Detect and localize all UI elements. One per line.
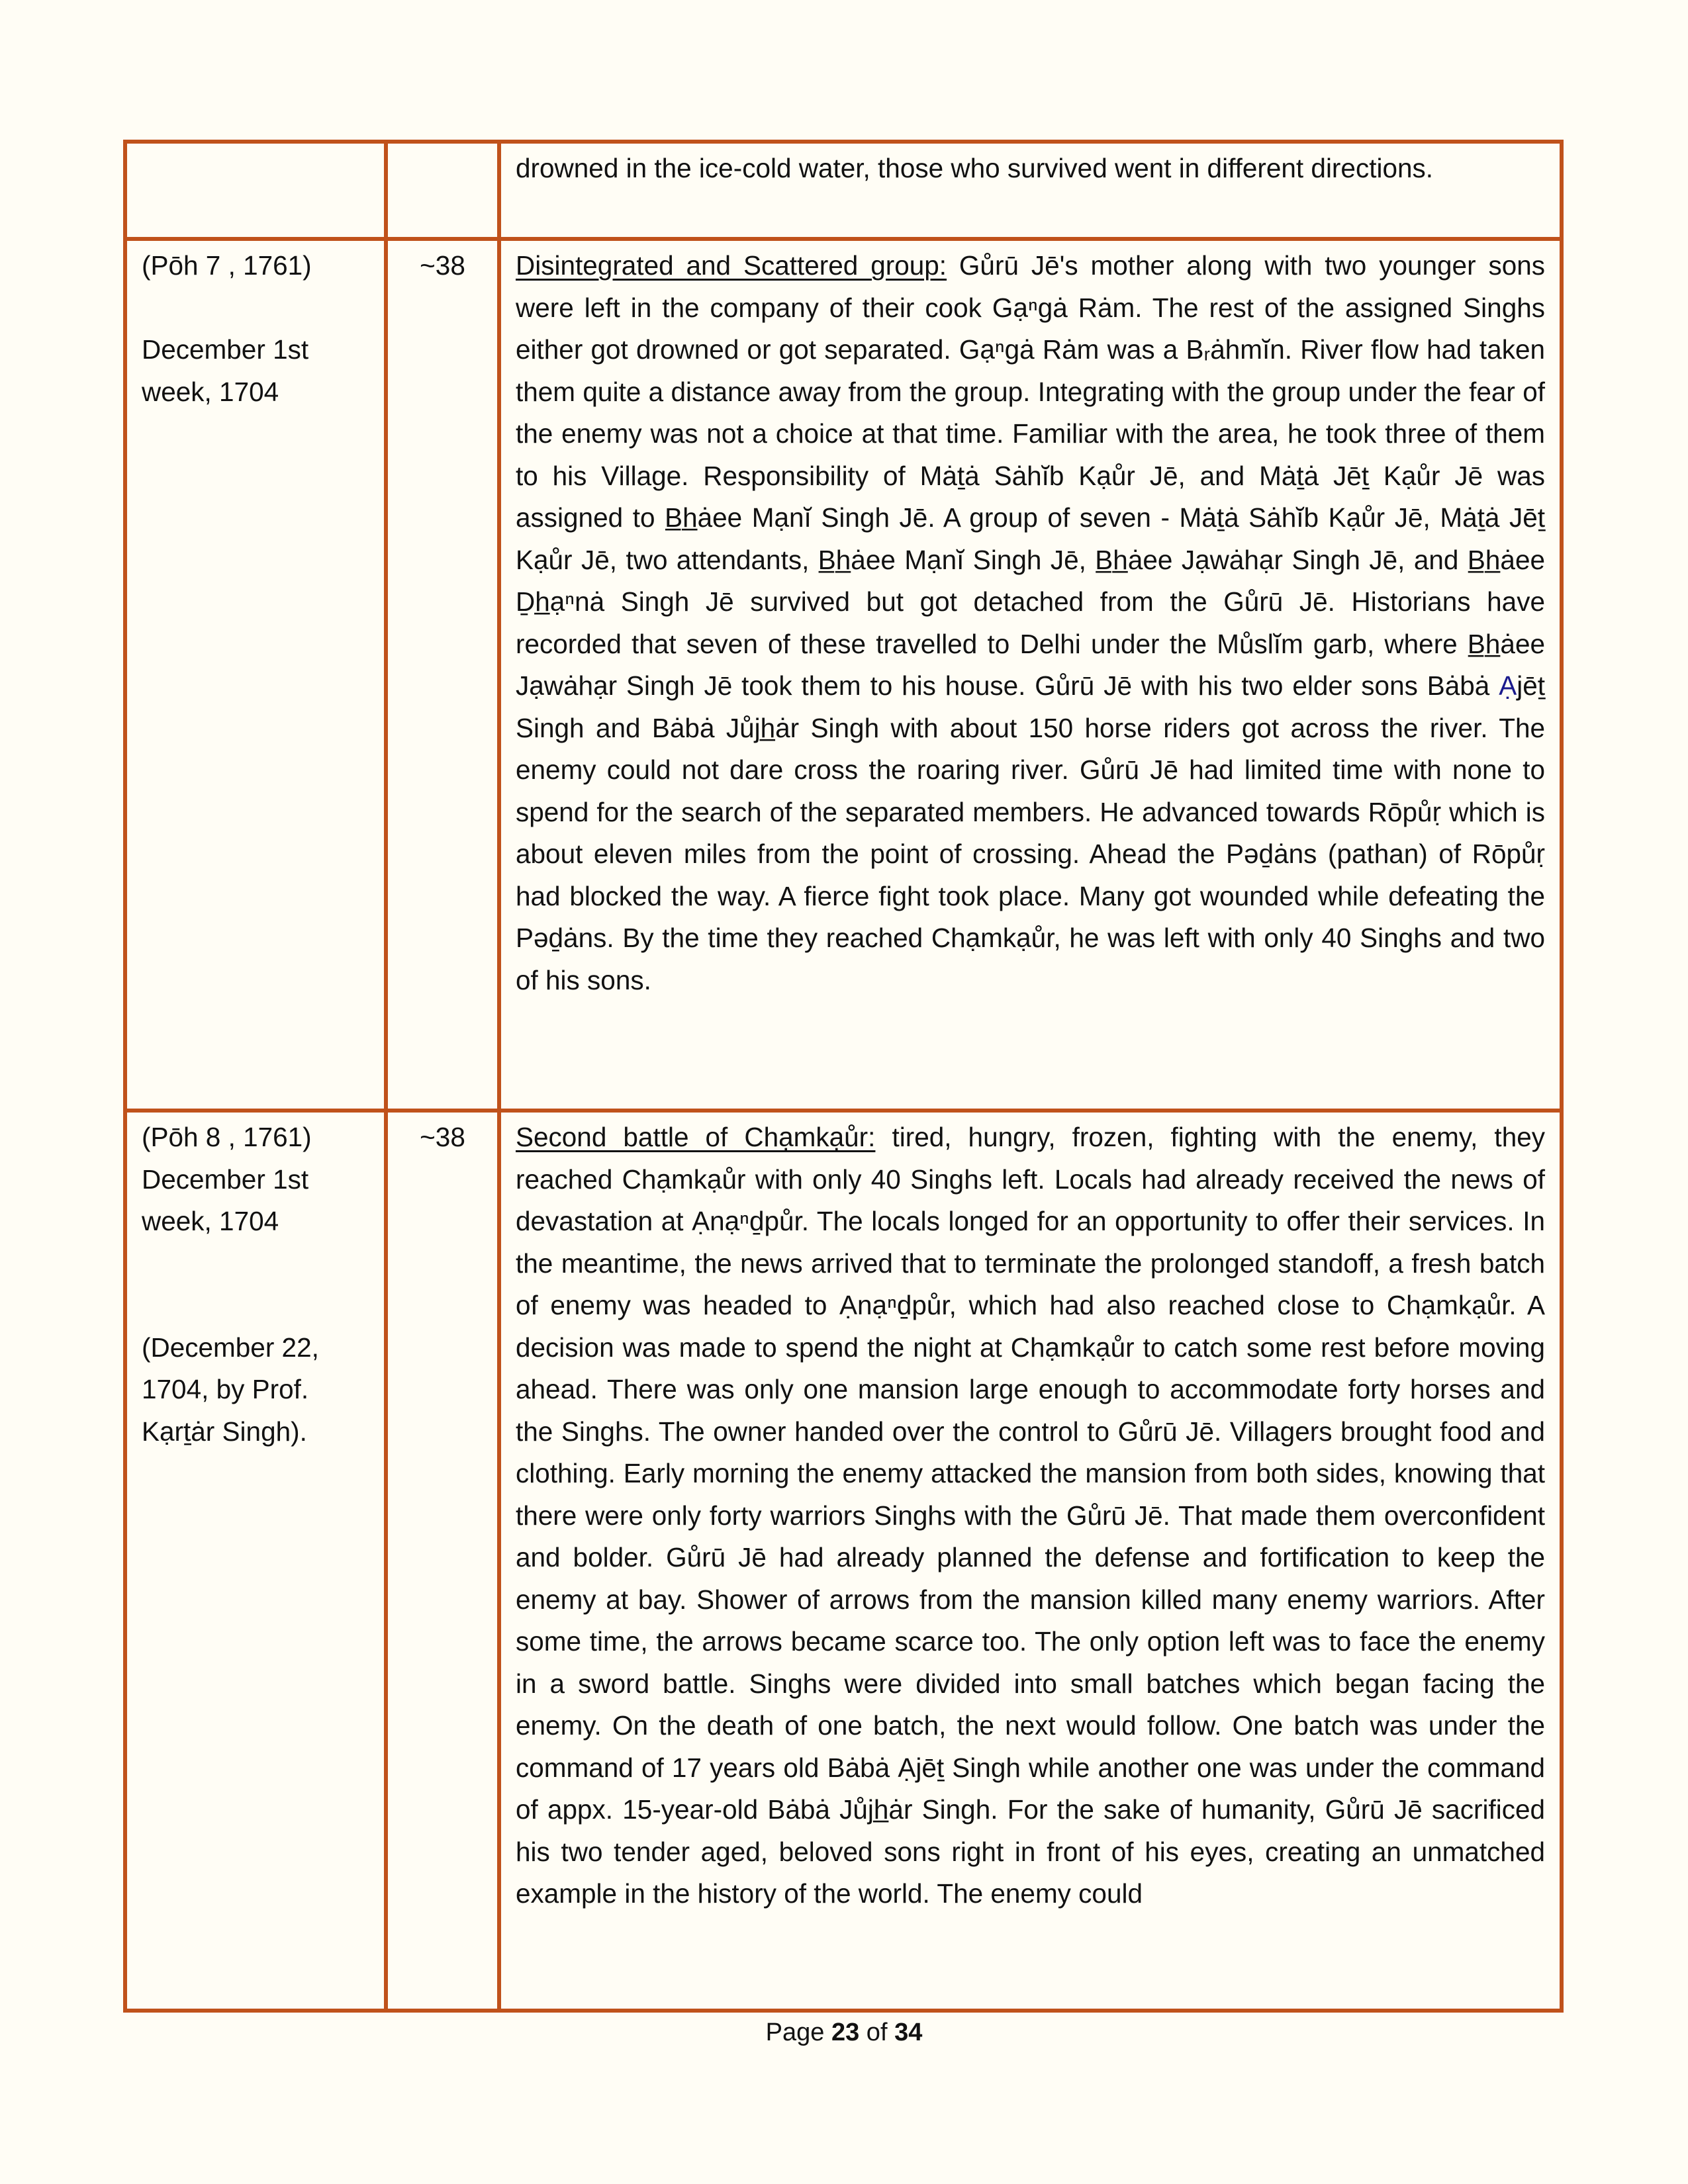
description-text: Gůrū Jē's mother along with two younger sons were left in the company of their cook Gạⁿgȧ Rȧm. The rest of the assigned Singhs either got drowned or got separated. Gạⁿgȧ Rȧm was a Bᵣȧhmĭn. River flow had taken them quite a distance away from the group. Integrating with the group under the fear of the enemy was not a choice at that time. Familiar with the area, he took three of them to his Village. Responsibility of Mȧṯȧ Sȧhĭb Kạůr Jē, and Mȧṯȧ Jēṯ Kạůr Jē was assigned to B̲h̲ȧee Mạnĭ Singh Jē. A group of seven - Mȧṯȧ Sȧhĭb Kạůr Jē, Mȧṯȧ Jēṯ Kạůr Jē, two attendants, B̲h̲ȧee Mạnĭ Singh Jē, B̲h̲ȧee Jạwȧhạr Singh Jē, and B̲h̲ȧee Ḏh̲ạⁿnȧ Singh Jē survived but got detached from the Gůrū Jē. Historians have recorded that seven of these travelled to Delhi under the Můslĭm garb, where B̲h̲ȧee Jạwȧhạr Singh Jē took them to his house. Gůrū Jē with his two elder sons Bȧbȧ: [516, 250, 1545, 701]
total-pages: 34: [894, 2019, 923, 2046]
date-line-alt-3: Kạrṯȧr Singh).: [142, 1416, 307, 1447]
description-text: tired, hungry, frozen, fighting with the enemy, they reached Chạmkạůr with only 40 Singhs left. Locals had already received the news of devastation at Ạnạⁿḏpůr. The locals longed for an opportunity to offer their services. In the meantime, the news arrived that to terminate the prolonged standoff, a fresh batch of enemy was headed to Ạnạⁿḏpůr, which had also reached close to Chạmkạůr. A decision was made to spend the night at Chạmkạůr to catch some rest before moving ahead. There was only one mansion large enough to accommodate forty horses and the Singhs. The owner handed over the control to Gůrū Jē. Villagers brought food and clothing. Early morning the enemy attacked the mansion from both sides, knowing that there were only forty warriors Singhs with the Gůrū Jē. That made them overconfident and bolder. Gůrū Jē had already planned the defense and fortification to keep the enemy at bay. Shower of arrows from the mansion killed many enemy warriors. After some time, the arrows became scarce too. The only option left was to face the enemy in a sword battle. Singhs were divided into small batches which began facing the enemy. On the death of one batch, the next would follow. One batch was under the command of 17 years old Bȧbȧ Ạjēṯ Singh while another one was under the command of appx. 15-year-old Bȧbȧ Jůjh̲ȧr Singh. For the sake of humanity, Gůrū Jē sacrificed his two tender aged, beloved sons right in front of his eyes, creating an unmatched example in the history of the world. The enemy could: [516, 1122, 1545, 1909]
of-label: of: [859, 2019, 895, 2046]
timeline-table: [123, 140, 1564, 2013]
page-footer: [0, 2019, 1688, 2047]
date-line-month: December 1st: [142, 1163, 309, 1195]
date-line-poh: (Pōh 7 , 1761): [142, 250, 312, 281]
date-line-month: December 1st: [142, 334, 309, 365]
current-page-number: 23: [831, 2019, 860, 2046]
date-line-year: week, 1704: [142, 376, 279, 407]
section-heading: Disintegrated and Scattered group:: [516, 250, 947, 281]
date-gap: [142, 287, 377, 330]
date-cell: [125, 142, 386, 239]
age-cell: [386, 142, 499, 239]
date-cell: [125, 1111, 386, 2011]
page-label: Page: [765, 2019, 831, 2046]
date-cell: [125, 239, 386, 1111]
highlighted-letter: Ạ: [1499, 670, 1517, 701]
date-gap: [142, 1243, 377, 1285]
age-cell: ~38: [386, 239, 499, 1111]
table-row: [125, 142, 1562, 239]
section-heading: Second battle of Chạmkạůr:: [516, 1122, 876, 1152]
date-gap: [142, 1285, 377, 1327]
date-line-alt-1: (December 22,: [142, 1332, 319, 1363]
table-row: [125, 239, 1562, 1111]
age-cell: ~38: [386, 1111, 499, 2011]
date-line-alt-2: 1704, by Prof.: [142, 1374, 309, 1404]
description-paragraph: [516, 245, 1545, 1001]
table-row: [125, 1111, 1562, 2011]
date-line-poh: (Pōh 8 , 1761): [142, 1122, 312, 1152]
description-text: drowned in the ice-cold water, those who survived went in different directions.: [516, 153, 1433, 183]
description-text-continued: jēṯ Singh and Bȧbȧ Jůjh̲ȧr Singh with about 150 horse riders got across the river. The enemy could not dare cross the roaring river. Gůrū Jē had limited time with none to spend for the search of the separated members. He advanced towards Rōpůṛ which is about eleven miles from the point of crossing. Ahead the Pəḏȧns (pathan) of Rōpůṛ had blocked the way. A fierce fight took place. Many got wounded while defeating the Pəḏȧns. By the time they reached Chạmkạůr, he was left with only 40 Singhs and two of his sons.: [516, 670, 1545, 995]
description-paragraph: [516, 1116, 1545, 1915]
description-cell: [499, 239, 1562, 1111]
description-cell: [499, 142, 1562, 239]
description-cell: [499, 1111, 1562, 2011]
date-line-year: week, 1704: [142, 1206, 279, 1236]
